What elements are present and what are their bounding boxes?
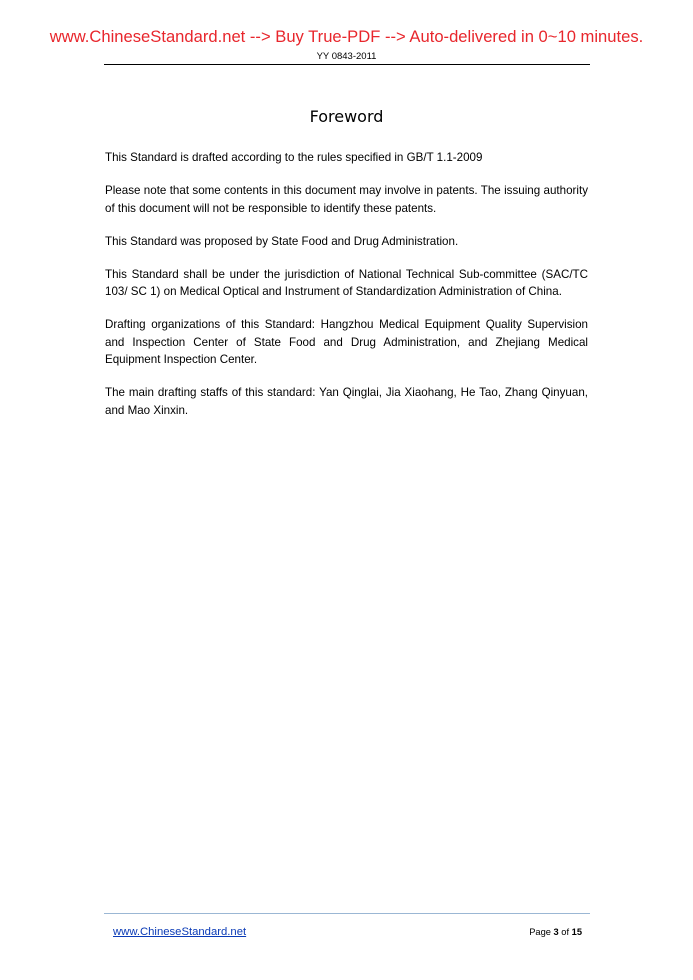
footer-divider [104, 913, 590, 914]
page-total: 15 [571, 927, 582, 937]
page-label: Page [529, 927, 551, 937]
page-title: Foreword [309, 107, 384, 126]
paragraph-drafting-organizations: Drafting organizations of this Standard: Hangzhou Medical Equipment Quality Supervision and Inspection Center of State Food and Drug Administration, and Zhejiang Medical Equipment Inspection Center. [105, 318, 588, 366]
paragraph-patents-notice: Please note that some contents in this document may involve in patents. The issuing authority of this document will not be responsible to identify these patents. [105, 184, 588, 215]
paragraph-jurisdiction: This Standard shall be under the jurisdiction of National Technical Sub-committee (SAC/TC 103/ SC 1) on Medical Optical and Instrument of Standardization Administration of China. [105, 267, 588, 298]
promo-banner-link[interactable]: www.ChineseStandard.net --> Buy True-PDF --> Auto-delivered in 0~10 minutes. [49, 27, 644, 46]
paragraph-drafting-rules: This Standard is drafted according to the rules specified in GB/T 1.1-2009 [105, 151, 483, 164]
page-of: of [561, 927, 570, 937]
document-body [105, 149, 588, 435]
page-number [529, 926, 582, 939]
footer-website-link[interactable]: www.ChineseStandard.net [113, 926, 247, 938]
paragraph-drafting-staff: The main drafting staffs of this standard: Yan Qinglai, Jia Xiaohang, He Tao, Zhang Qinyuan, and Mao Xinxin. [105, 386, 588, 417]
paragraph-proposed-by: This Standard was proposed by State Food and Drug Administration. [105, 234, 459, 248]
standard-code: YY 0843-2011 [316, 51, 377, 62]
page-current: 3 [553, 927, 559, 937]
header-divider [104, 64, 590, 65]
